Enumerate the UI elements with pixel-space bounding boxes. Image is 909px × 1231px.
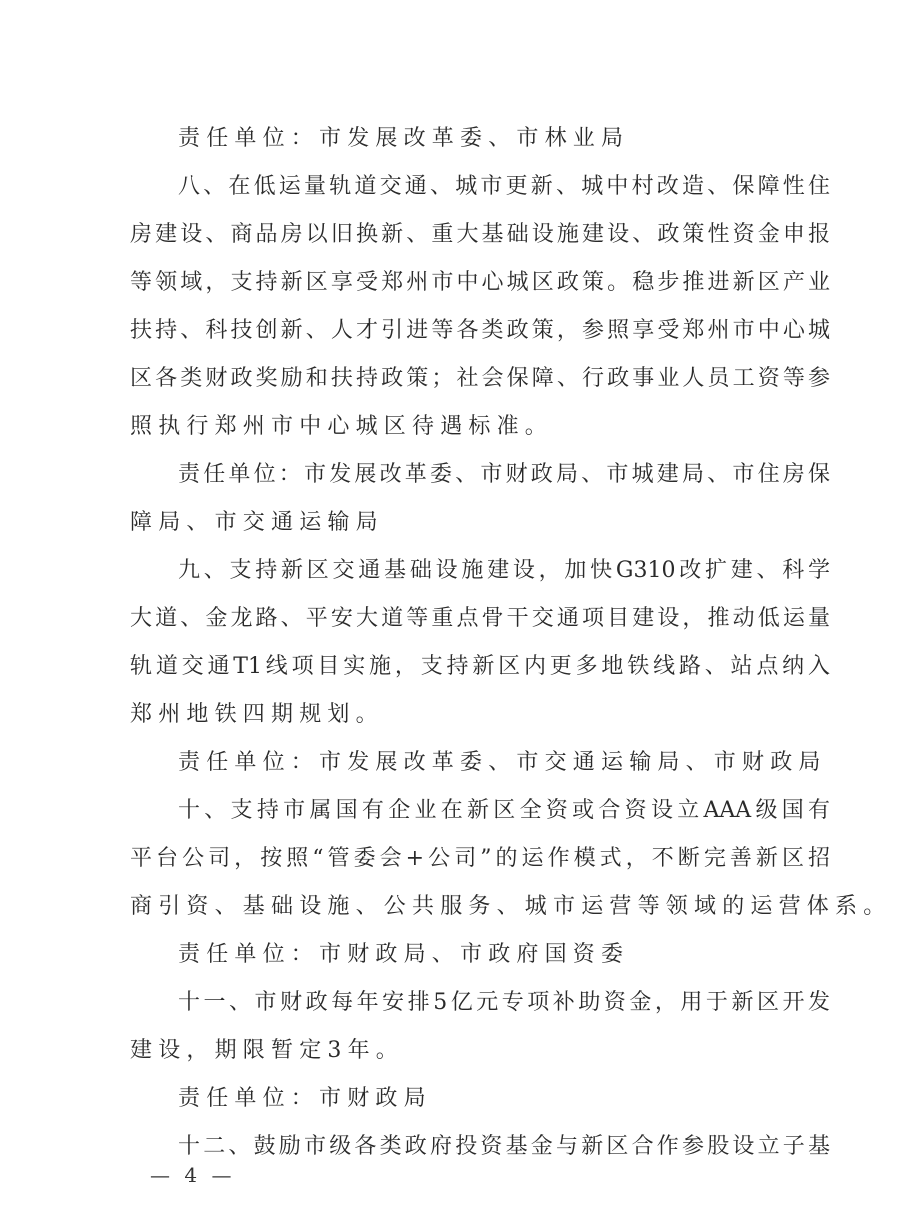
paragraph-line: 照执行郑州市中心城区待遇标准。 <box>130 414 554 439</box>
paragraph-line: 十、支持市属国有企业在新区全资或合资设立AAA级国有 <box>178 798 830 823</box>
paragraph-line: 责任单位：市发展改革委、市财政局、市城建局、市住房保 <box>178 462 830 487</box>
paragraph-line: 平台公司，按照“管委会+公司”的运作模式，不断完善新区招 <box>130 846 830 871</box>
paragraph-line: 等领域，支持新区享受郑州市中心城区政策。稳步推进新区产业 <box>130 270 830 295</box>
paragraph-line: 房建设、商品房以旧换新、重大基础设施建设、政策性资金申报 <box>130 222 830 247</box>
paragraph-line: 障局、市交通运输局 <box>130 510 384 535</box>
paragraph-line: 责任单位：市财政局 <box>178 1086 432 1111</box>
paragraph-line: 扶持、科技创新、人才引进等各类政策，参照享受郑州市中心城 <box>130 318 830 343</box>
paragraph-line: 十二、鼓励市级各类政府投资基金与新区合作参股设立子基 <box>178 1134 830 1159</box>
paragraph-line: 轨道交通T1线项目实施，支持新区内更多地铁线路、站点纳入 <box>130 654 830 679</box>
paragraph-line: 责任单位：市发展改革委、市林业局 <box>178 126 630 151</box>
page-number: — 4 — <box>150 1163 236 1187</box>
paragraph-line: 十一、市财政每年安排5亿元专项补助资金，用于新区开发 <box>178 990 830 1015</box>
paragraph-line: 九、支持新区交通基础设施建设，加快G310改扩建、科学 <box>178 558 830 583</box>
paragraph-line: 责任单位：市财政局、市政府国资委 <box>178 942 630 967</box>
paragraph-line: 大道、金龙路、平安大道等重点骨干交通项目建设，推动低运量 <box>130 606 830 631</box>
paragraph-line: 责任单位：市发展改革委、市交通运输局、市财政局 <box>178 750 827 775</box>
paragraph-line: 郑州地铁四期规划。 <box>130 702 384 727</box>
paragraph-line: 区各类财政奖励和扶持政策；社会保障、行政事业人员工资等参 <box>130 366 830 391</box>
paragraph-line: 建设，期限暂定3年。 <box>130 1038 404 1063</box>
paragraph-line: 商引资、基础设施、公共服务、城市运营等领域的运营体系。 <box>130 894 892 919</box>
paragraph-line: 八、在低运量轨道交通、城市更新、城中村改造、保障性住 <box>178 174 830 199</box>
